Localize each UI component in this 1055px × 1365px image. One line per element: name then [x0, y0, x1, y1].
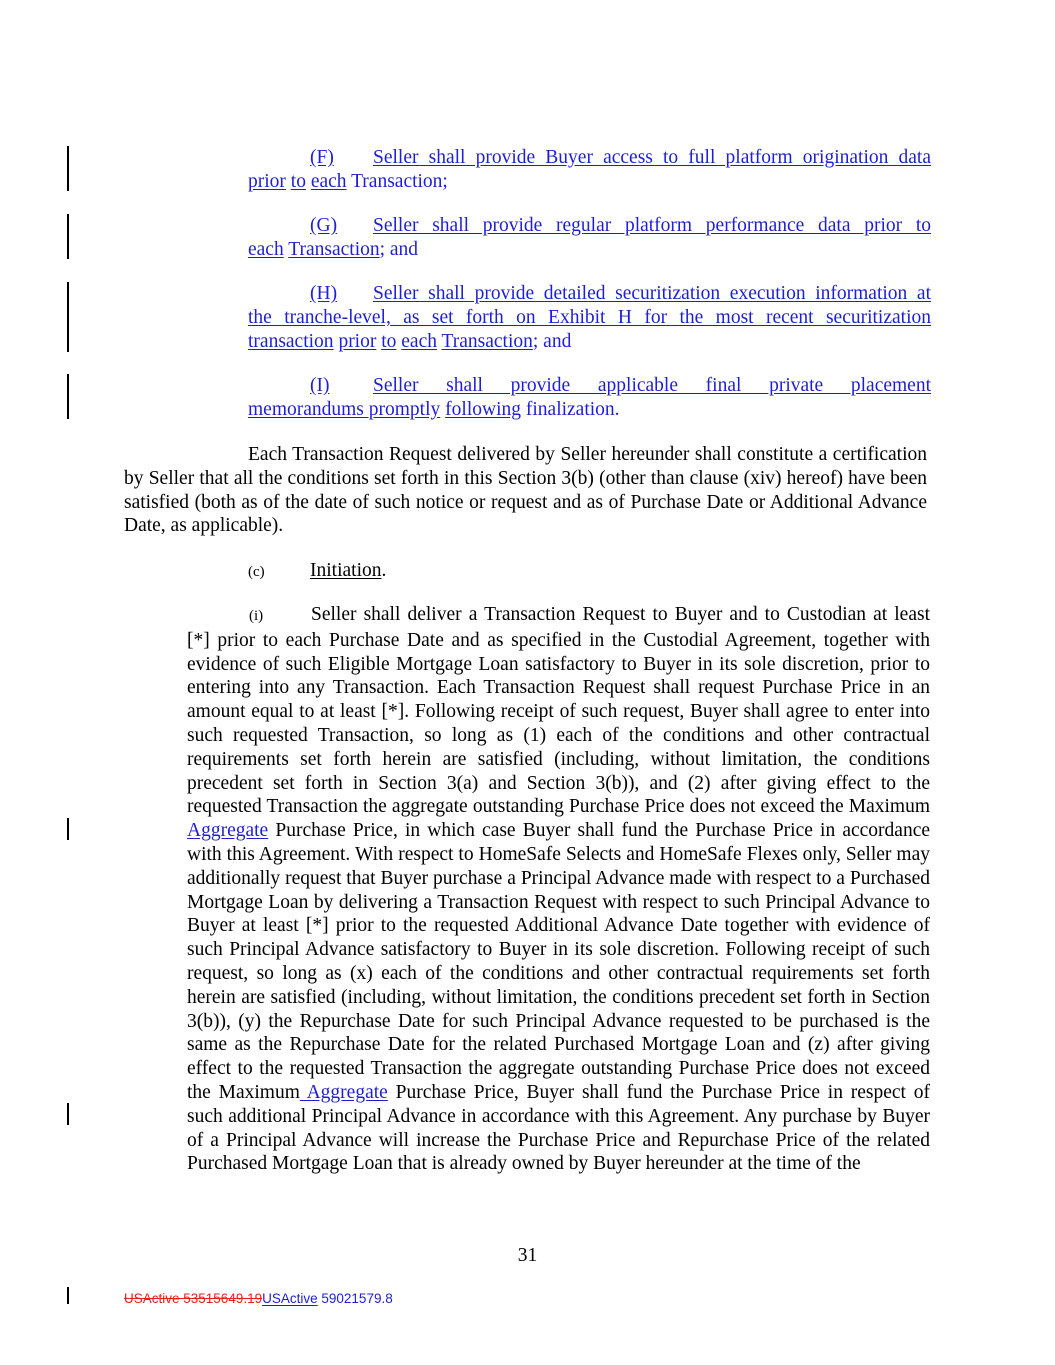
clause-g	[248, 214, 931, 262]
change-bar	[67, 818, 69, 840]
clause-label: (I)	[310, 375, 330, 396]
inserted-word: Transaction	[288, 238, 380, 260]
inserted-word: each	[401, 330, 437, 352]
change-bar	[67, 374, 69, 419]
clause-tail: ; and	[379, 238, 419, 260]
clause-tail: finalization.	[525, 398, 620, 420]
paragraph-i	[187, 603, 930, 1176]
clause-text: Seller shall provide applicable final private placement	[373, 375, 931, 396]
document-id-footer	[124, 1287, 393, 1311]
clause-text: Seller shall provide Buyer access to full platform origination data	[373, 147, 931, 168]
inserted-word: each	[248, 238, 284, 260]
clause-text: Seller shall provide regular platform performance data prior to	[373, 215, 931, 236]
clause-text: Seller shall provide detailed securitization execution information at	[373, 283, 931, 304]
clause-label: (F)	[310, 147, 334, 168]
change-bar	[67, 1103, 69, 1125]
inserted-word: each	[310, 170, 347, 192]
change-bar	[67, 214, 69, 259]
inserted-word: Aggregate	[187, 820, 269, 842]
inserted-word: following	[445, 398, 521, 420]
change-bar	[67, 282, 69, 352]
paragraph-text: Seller shall deliver a Transaction Request to Buyer and to Custodian at least [*] prior to each Purchase Date and as specified in the Custodial Agreement, together with evidence of such Eligible Mortgage Loan satisfactory to Buyer in its sole discretion, prior to entering into any Transaction. Each Transaction Request shall request Purchase Price in an amount equal to at least [*]. Following receipt of such request, Buyer shall agree to enter into such requested Transaction, so long as (1) each of the conditions and other contractual requirements set forth herein are satisfied (including, without limitation, the conditions precedent set forth in Section 3(a) and Section 3(b)), and (2) after giving effect to the requested Transaction the aggregate outstanding Purchase Price does not exceed the Maximum	[187, 604, 930, 818]
inserted-word: to	[381, 330, 397, 352]
section-label: (c)	[248, 564, 265, 580]
certification-paragraph	[124, 443, 927, 538]
inserted-word: memorandums promptly	[248, 398, 441, 420]
clause-i	[248, 374, 931, 422]
paragraph-text: Purchase Price, Buyer shall fund the Purchase Price in respect of such additional Principal Advance in accordance with this Agreement. Any purchase by Buyer of a Principal Advance will increase the Purchase Price and Repurchase Price of the related Purchased Mortgage Loan that is already owned by Buyer hereunder at the time of the	[187, 1081, 930, 1175]
section-title: Initiation	[310, 560, 382, 581]
deleted-doc-id: USActive 53515649.19	[124, 1291, 263, 1306]
clause-label: (G)	[310, 215, 338, 236]
clause-label: (H)	[310, 283, 338, 304]
inserted-word: prior	[338, 330, 377, 352]
section-period: .	[381, 560, 387, 581]
page-number: 31	[517, 1245, 538, 1266]
inserted-doc-id: USActive	[262, 1291, 318, 1306]
section-c-heading	[248, 559, 648, 585]
inserted-word: transaction	[248, 330, 334, 352]
clause-tail: Transaction;	[351, 170, 448, 192]
paragraph-label: (i)	[249, 608, 264, 624]
paragraph-text: Purchase Price, in which case Buyer shall fund the Purchase Price in accordance with this Agreement. With respect to HomeSafe Selects and HomeSafe Flexes only, Seller may additionally request that Buyer purchase a Principal Advance made with respect to a Purchased Mortgage Loan by delivering a Transaction Request with respect to such Principal Advance to Buyer at least [*] prior to the requested Additional Advance Date together with evidence of such Principal Advance satisfactory to Buyer in its sole discretion. Following receipt of such request, so long as (x) each of the conditions and other contractual requirements set forth herein are satisfied (including, without limitation, the conditions precedent set forth in Section 3(b)), (y) the Repurchase Date for such Principal Advance requested to be purchased is the same as the Repurchase Date for the related Purchased Mortgage Loan and (z) after giving effect to the requested Transaction the aggregate outstanding Purchase Price does not exceed the Maximum	[187, 820, 930, 1103]
certification-text: Each Transaction Request delivered by Seller hereunder shall constitute a certification by Seller that all the conditions set forth in this Section 3(b) (other than clause (xiv) hereof) have been satisfied (both as of the date of such notice or request and as of Purchase Date or Additional Advance Date, as applicable).	[124, 444, 927, 537]
inserted-word: to	[290, 170, 306, 192]
inserted-word: prior	[248, 170, 286, 192]
change-bar	[67, 146, 69, 191]
doc-id-number: 59021579.8	[317, 1291, 393, 1306]
change-bar	[67, 1287, 69, 1304]
clause-f	[248, 146, 931, 194]
inserted-word: Aggregate	[299, 1081, 388, 1103]
clause-h	[248, 282, 931, 353]
clause-tail: ; and	[532, 330, 572, 352]
inserted-word: Transaction	[441, 330, 533, 352]
clause-text: the tranche-level, as set forth on Exhibit H for the most recent securitization	[248, 306, 931, 328]
